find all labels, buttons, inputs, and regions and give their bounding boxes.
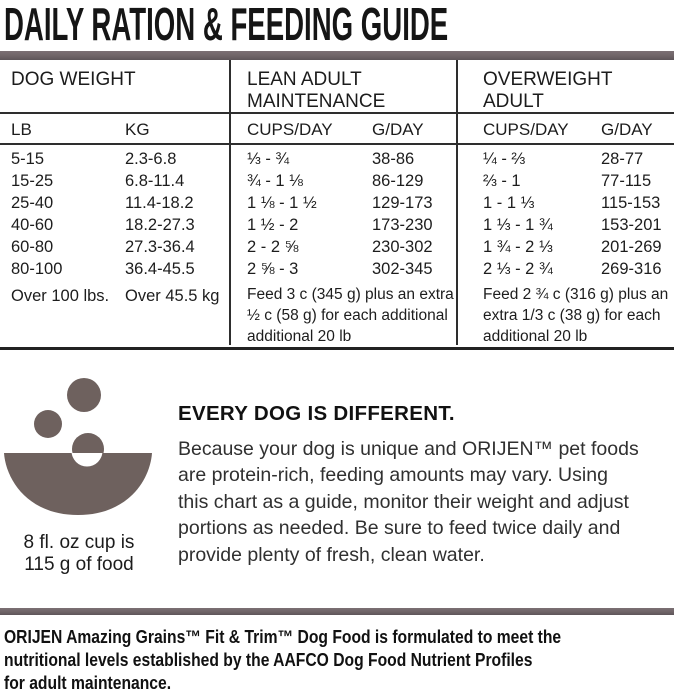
cell-grams: 115-153 [601,194,661,212]
cell-kg: 27.3-36.4 [125,238,195,256]
table-row [247,192,458,214]
group-header-overweight-adult: OVERWEIGHT ADULT [483,69,613,112]
cell-grams: 230-302 [372,238,433,256]
feeding-table [0,60,674,350]
table-divider-1 [229,60,231,345]
table-row [11,148,231,170]
cup-measure-caption [0,532,158,576]
footer-line: nutritional levels established by the AAFCO Dog Food Nutrient Profiles [4,650,533,670]
column-header-over-g: G/DAY [601,120,653,139]
note-line: extra 1/3 c (38 g) for each [483,307,661,324]
every-dog-section [178,402,639,568]
cell-cups: ¼ - ⅔ [483,150,526,168]
food-bowl-icon [2,377,158,519]
table-row [483,192,674,214]
cell-cups: 2 ⅝ - 3 [247,260,299,278]
table-row [11,170,231,192]
cell-grams: 28-77 [601,150,644,168]
cell-grams: 201-269 [601,238,662,256]
footer-line: for adult maintenance. [4,673,172,693]
table-row [247,258,458,280]
cell-lb: 80-100 [11,260,63,278]
table-row [11,258,231,280]
cell-lb: 40-60 [11,216,54,234]
lean-adult-feed-note [247,280,458,347]
paragraph-line: provide plenty of fresh, clean water. [178,543,485,566]
cell-cups: 1 ¾ - 2 ⅓ [483,238,553,256]
column-header-lean-g: G/DAY [372,120,424,139]
table-subheader-row [0,114,674,143]
paragraph-line: are protein-rich, feeding amounts may vary. Using [178,464,608,487]
cell-cups: 2 ⅓ - 2 ¾ [483,260,553,278]
table-bottom-rule [0,347,674,350]
paragraph-line: this chart as a guide, monitor their weight and adjust [178,490,629,513]
cell-kg: 2.3-6.8 [125,150,177,168]
table-row [483,258,674,280]
table-body [0,145,674,347]
bottom-accent-bar [0,608,674,615]
table-row [483,236,674,258]
top-accent-bar [0,51,674,60]
note-line: additional 20 lb [247,328,352,345]
cell-lb: 25-40 [11,194,54,212]
cell-grams: 269-316 [601,260,662,278]
lean-adult-rows [247,145,458,280]
cell-lb: 60-80 [11,238,54,256]
note-line: Feed 3 c (345 g) plus an extra [247,286,454,303]
cell-cups: 1 ⅛ - 1 ½ [247,194,317,212]
cell-grams: 86-129 [372,172,424,190]
footer-line: ORIJEN Amazing Grains™ Fit & Trim™ Dog Food is formulated to meet the [4,627,562,647]
table-divider-2 [456,60,458,345]
note-line: Feed 2 ¾ c (316 g) plus an [483,286,669,303]
column-header-lb: LB [11,120,32,139]
cup-caption-line: 8 fl. oz cup is [23,532,135,553]
group-header-dog-weight: DOG WEIGHT [11,69,136,90]
cell-cups: 1 ½ - 2 [247,216,299,234]
paragraph-line: Because your dog is unique and ORIJEN™ pet foods [178,438,639,460]
table-row [247,170,458,192]
cell-cups: ¾ - 1 ⅛ [247,172,303,190]
note-line: additional 20 lb [483,328,588,345]
paragraph-line: portions as needed. Be sure to feed twice daily and [178,517,621,540]
cell-kg: 11.4-18.2 [125,194,194,212]
table-row [11,236,231,258]
cell-grams: 38-86 [372,150,415,168]
table-row [483,170,674,192]
column-header-over-cups: CUPS/DAY [483,120,569,139]
cell-cups: 1 ⅓ - 1 ¾ [483,216,553,234]
table-row [247,236,458,258]
cell-grams: 129-173 [372,194,433,212]
cell-lb: 15-25 [11,172,54,190]
cell-grams: 173-230 [372,216,433,234]
cell-cups: 2 - 2 ⅝ [247,238,299,256]
cell-grams: 153-201 [601,216,662,234]
table-row [483,214,674,236]
table-row [247,214,458,236]
column-header-lean-cups: CUPS/DAY [247,120,333,139]
note-line: ½ c (58 g) for each additional [247,307,448,324]
overweight-adult-rows [483,145,674,280]
cell-grams: 77-115 [601,172,652,190]
table-row [11,214,231,236]
cell-cups: ⅓ - ¾ [247,150,290,168]
cell-cups: ⅔ - 1 [483,172,521,190]
every-dog-heading: EVERY DOG IS DIFFERENT. [178,402,455,425]
cell-over-lb: Over 100 lbs. [11,287,110,305]
column-header-kg: KG [125,120,150,139]
cell-over-kg: Over 45.5 kg [125,287,220,305]
group-header-lean-adult: LEAN ADULT MAINTENANCE [247,69,386,112]
table-group-header-row [0,60,674,112]
dog-weight-rows [11,145,231,280]
table-row [11,192,231,214]
cell-grams: 302-345 [372,260,433,278]
over-weight-row [11,280,231,307]
every-dog-paragraph [178,436,639,568]
cell-lb: 5-15 [11,150,45,168]
table-row [483,148,674,170]
overweight-adult-feed-note [483,280,674,347]
aafco-statement [4,626,561,695]
cell-kg: 18.2-27.3 [125,216,195,234]
cup-caption-line: 115 g of food [24,554,134,575]
table-row [247,148,458,170]
cell-kg: 6.8-11.4 [125,172,185,190]
cell-cups: 1 - 1 ⅓ [483,194,535,212]
cell-kg: 36.4-45.5 [125,260,195,278]
page-title: DAILY RATION & FEEDING GUIDE [4,0,449,50]
